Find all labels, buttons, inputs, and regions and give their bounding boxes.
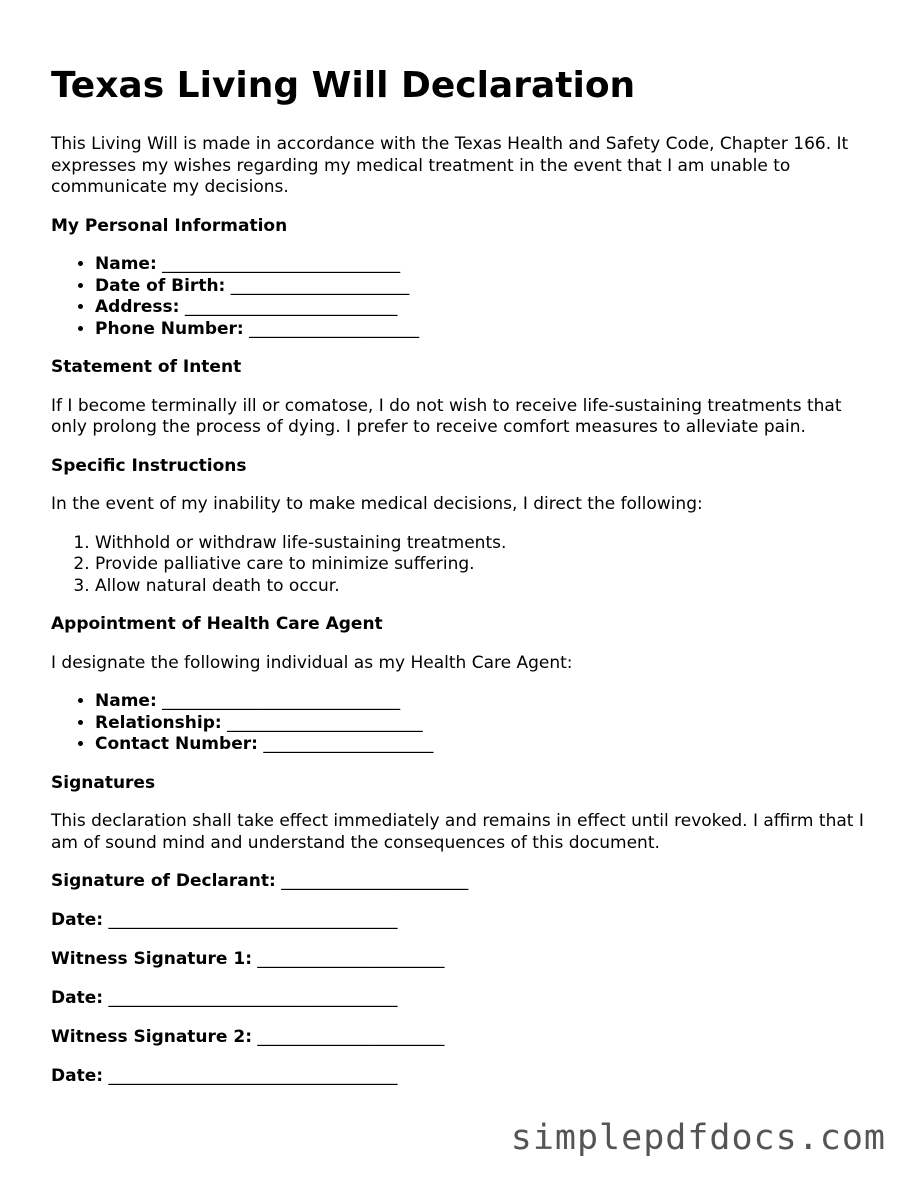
list-item: 1. Withhold or withdraw life-sustaining treatments. bbox=[95, 533, 871, 555]
witness2-date-line bbox=[51, 1066, 871, 1088]
personal-info-heading: My Personal Information bbox=[51, 215, 288, 236]
intent-paragraph: If I become terminally ill or comatose, I do not wish to receive life-sustaining treatments that only prolong the process of dying. I prefer to receive comfort measures to alleviate pain. bbox=[51, 395, 842, 437]
address-blank[interactable]: _________________________ bbox=[184, 297, 398, 317]
declarant-date-blank[interactable]: __________________________________ bbox=[108, 910, 398, 930]
witness1-date-line bbox=[51, 988, 871, 1010]
witness1-signature-line bbox=[51, 949, 871, 971]
declarant-signature-line bbox=[51, 871, 871, 893]
field-label: Contact Number: bbox=[95, 734, 258, 754]
document-title: Texas Living Will Declaration bbox=[51, 65, 636, 106]
instructions-list bbox=[51, 533, 871, 598]
field-label: Witness Signature 2: bbox=[51, 1027, 252, 1047]
list-item bbox=[95, 734, 871, 756]
instructions-heading: Specific Instructions bbox=[51, 455, 247, 476]
field-label: Name: bbox=[95, 691, 157, 711]
document-page bbox=[51, 60, 871, 1105]
list-item bbox=[95, 254, 871, 276]
agent-heading: Appointment of Health Care Agent bbox=[51, 614, 383, 634]
watermark: simplepdfdocs.com bbox=[510, 1118, 886, 1158]
personal-info-list bbox=[51, 254, 871, 340]
field-label: Date: bbox=[51, 910, 104, 930]
field-label: Address: bbox=[95, 297, 180, 317]
agent-name-blank[interactable]: ____________________________ bbox=[162, 691, 401, 711]
agent-list bbox=[51, 691, 871, 756]
field-label: Name: bbox=[95, 254, 157, 274]
instructions-paragraph: In the event of my inability to make medical decisions, I direct the following: bbox=[51, 494, 703, 514]
phone-blank[interactable]: ____________________ bbox=[249, 318, 420, 339]
signatures-paragraph: This declaration shall take effect immediately and remains in effect until revoked. I affirm that I am of sound mind and understand the consequences of this document. bbox=[51, 811, 864, 853]
agent-paragraph: I designate the following individual as my Health Care Agent: bbox=[51, 652, 573, 673]
list-item bbox=[95, 691, 871, 713]
field-label: Date: bbox=[51, 1066, 104, 1086]
field-label: Relationship: bbox=[95, 712, 222, 733]
field-label: Date: bbox=[51, 988, 104, 1008]
witness2-signature-blank[interactable]: ______________________ bbox=[257, 1027, 445, 1047]
witness1-date-blank[interactable]: __________________________________ bbox=[108, 988, 398, 1008]
witness1-signature-blank[interactable]: ______________________ bbox=[257, 949, 445, 969]
list-item: 2. Provide palliative care to minimize suffering. bbox=[95, 554, 871, 576]
witness2-signature-line bbox=[51, 1027, 871, 1049]
relationship-blank[interactable]: _______________________ bbox=[227, 712, 423, 733]
field-label: Phone Number: bbox=[95, 318, 244, 339]
signatures-heading: Signatures bbox=[51, 772, 156, 793]
intro-paragraph: This Living Will is made in accordance with the Texas Health and Safety Code, Chapter 166. It expresses my wishes regarding my medical treatment in the event that I am unable to communicate my decisions. bbox=[51, 134, 849, 197]
declarant-date-line bbox=[51, 910, 871, 932]
list-item bbox=[95, 297, 871, 319]
field-label: Witness Signature 1: bbox=[51, 949, 252, 969]
name-blank[interactable]: ____________________________ bbox=[162, 254, 401, 274]
intent-heading: Statement of Intent bbox=[51, 357, 242, 377]
field-label: Signature of Declarant: bbox=[51, 871, 276, 891]
field-label: Date of Birth: bbox=[95, 275, 226, 296]
contact-number-blank[interactable]: ____________________ bbox=[263, 734, 434, 754]
dob-blank[interactable]: _____________________ bbox=[230, 275, 410, 296]
list-item: 3. Allow natural death to occur. bbox=[95, 576, 871, 598]
declarant-signature-blank[interactable]: ______________________ bbox=[281, 871, 469, 891]
witness2-date-blank[interactable]: __________________________________ bbox=[108, 1066, 398, 1086]
list-item bbox=[95, 319, 871, 341]
list-item bbox=[95, 276, 871, 298]
list-item bbox=[95, 713, 871, 735]
